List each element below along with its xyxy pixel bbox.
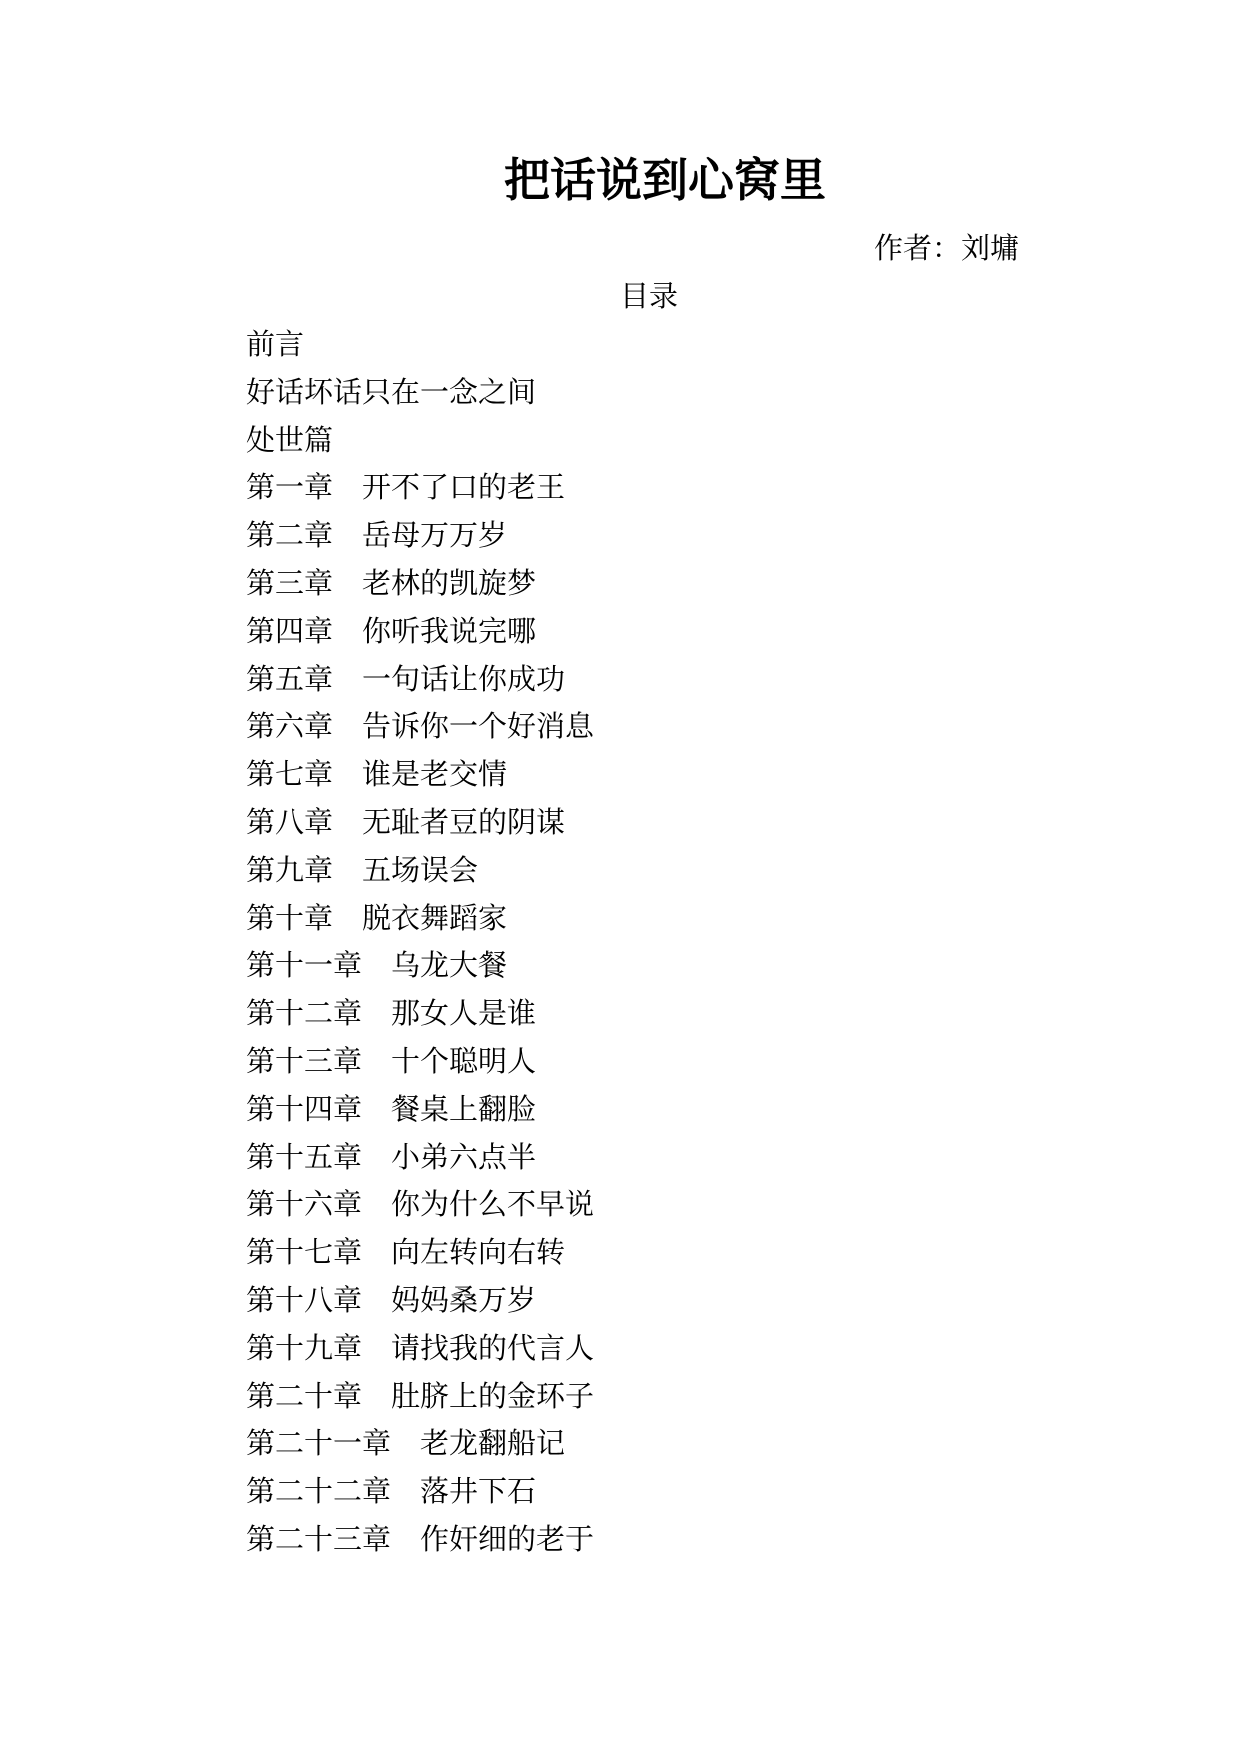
toc-heading: 目录 bbox=[619, 279, 678, 313]
toc-entry: 第一章 开不了口的老王 bbox=[246, 470, 566, 505]
document-title: 把话说到心窝里 bbox=[504, 153, 826, 207]
toc-entry: 第二十三章 作奸细的老于 bbox=[246, 1521, 595, 1556]
toc-entry: 第五章 一句话让你成功 bbox=[246, 661, 566, 696]
toc-entry: 第二十一章 老龙翻船记 bbox=[246, 1426, 566, 1461]
toc-entry: 第十五章 小弟六点半 bbox=[246, 1139, 537, 1174]
toc-entry: 第三章 老林的凯旋梦 bbox=[246, 565, 537, 600]
toc-entry: 处世篇 bbox=[246, 422, 334, 457]
toc-entry: 第十九章 请找我的代言人 bbox=[246, 1330, 595, 1365]
toc-entry: 第二十二章 落井下石 bbox=[246, 1474, 537, 1509]
author-line: 作者：刘墉 bbox=[873, 231, 1019, 265]
toc-entry: 第六章 告诉你一个好消息 bbox=[246, 709, 595, 744]
table-of-contents bbox=[246, 324, 594, 1567]
toc-entry: 好话坏话只在一念之间 bbox=[246, 374, 537, 409]
toc-entry: 第十四章 餐桌上翻脸 bbox=[246, 1091, 537, 1126]
toc-entry: 前言 bbox=[246, 327, 305, 361]
toc-entry: 第十章 脱衣舞蹈家 bbox=[246, 900, 508, 935]
toc-entry: 第二十章 肚脐上的金环子 bbox=[246, 1378, 595, 1413]
toc-entry: 第九章 五场误会 bbox=[246, 852, 479, 887]
toc-entry: 第十二章 那女人是谁 bbox=[246, 996, 537, 1031]
toc-entry: 第十一章 乌龙大餐 bbox=[246, 948, 508, 983]
toc-entry: 第二章 岳母万万岁 bbox=[246, 518, 508, 553]
toc-entry: 第十八章 妈妈桑万岁 bbox=[246, 1282, 537, 1317]
toc-entry: 第四章 你听我说完哪 bbox=[246, 613, 537, 648]
toc-entry: 第十三章 十个聪明人 bbox=[246, 1043, 537, 1078]
toc-entry: 第十六章 你为什么不早说 bbox=[246, 1187, 595, 1222]
toc-entry: 第八章 无耻者豆的阴谋 bbox=[246, 804, 566, 839]
toc-entry: 第七章 谁是老交情 bbox=[246, 757, 508, 792]
toc-entry: 第十七章 向左转向右转 bbox=[246, 1235, 566, 1270]
